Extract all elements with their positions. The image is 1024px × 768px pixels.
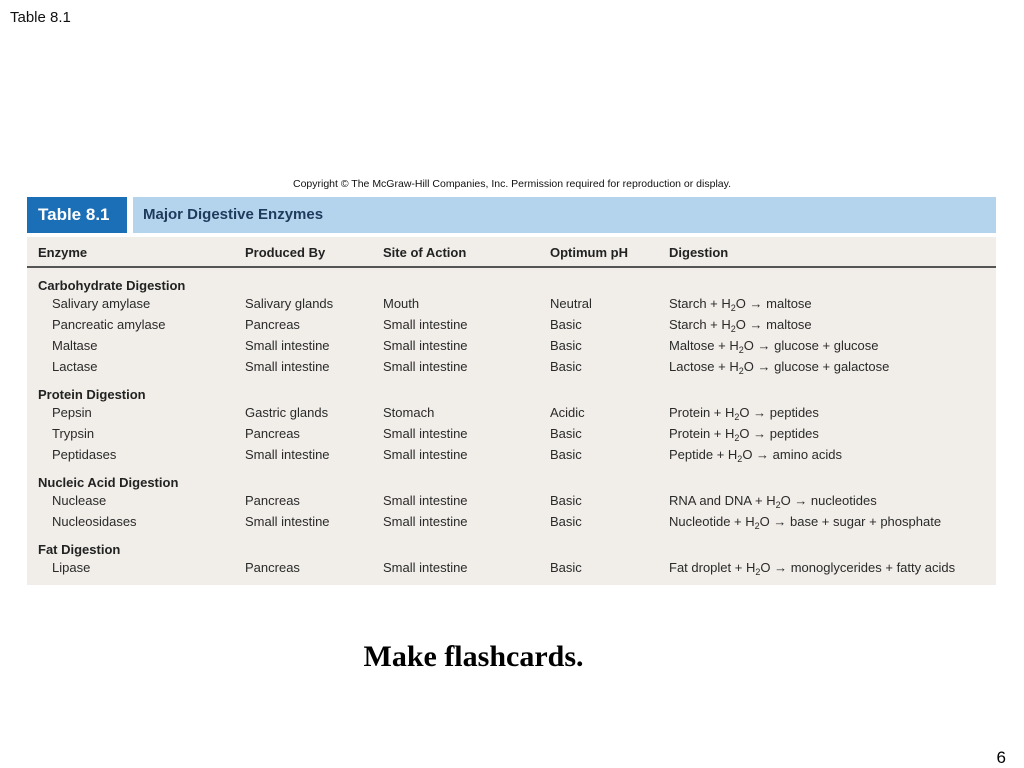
ph-cell: Basic [550,560,582,575]
produced-by-cell: Salivary glands [245,296,334,311]
digestion-products: O → monoglycerides + fatty acids [760,560,956,575]
site-cell: Small intestine [383,493,468,508]
digestion-products: O → base + sugar + phosphate [759,514,942,529]
enzyme-cell: Lipase [52,560,91,575]
digestion-reactants: RNA and DNA + H [669,493,776,508]
table-header-separator [27,233,996,237]
digestion-cell [669,425,819,442]
table-header-gap [127,197,133,233]
site-cell: Small intestine [383,359,468,374]
section-heading: Protein Digestion [38,387,146,402]
table-row [27,316,996,337]
produced-by-cell: Pancreas [245,493,300,508]
digestion-cell [669,513,941,530]
digestion-products: O → maltose [735,317,812,332]
subscript-two: 2 [738,366,744,376]
produced-by-cell: Pancreas [245,560,300,575]
digestion-reactants: Maltose + H [669,338,739,353]
produced-by-cell: Small intestine [245,359,330,374]
digestion-products: O → amino acids [742,447,843,462]
digestion-cell [669,559,955,576]
section-heading: Nucleic Acid Digestion [38,475,179,490]
enzyme-cell: Nucleosidases [52,514,137,529]
site-cell: Small intestine [383,560,468,575]
ph-cell: Basic [550,514,582,529]
ph-cell: Basic [550,317,582,332]
subscript-two: 2 [734,433,740,443]
digestion-cell [669,358,889,375]
subscript-two: 2 [730,324,736,334]
ph-cell: Basic [550,359,582,374]
digestion-reactants: Protein + H [669,405,735,420]
site-cell: Small intestine [383,426,468,441]
digestion-reactants: Starch + H [669,317,731,332]
digestion-products: O → nucleotides [780,493,877,508]
enzymes-table [27,197,996,585]
digestion-reactants: Fat droplet + H [669,560,756,575]
produced-by-cell: Small intestine [245,338,330,353]
digestion-reactants: Starch + H [669,296,731,311]
subscript-two: 2 [775,500,781,510]
digestion-products: O → maltose [735,296,812,311]
digestion-products: O → peptides [739,405,819,420]
enzyme-cell: Lactase [52,359,98,374]
ph-cell: Acidic [550,405,585,420]
section-heading: Carbohydrate Digestion [38,278,186,293]
table-row [27,404,996,425]
subscript-two: 2 [730,303,736,313]
instruction-text: Make flashcards. [363,640,584,673]
produced-by-cell: Small intestine [245,447,330,462]
table-row [27,295,996,316]
site-cell: Mouth [383,296,420,311]
digestion-cell [669,492,877,509]
produced-by-cell: Small intestine [245,514,330,529]
subscript-two: 2 [754,521,760,531]
enzyme-cell: Pepsin [52,405,92,420]
enzyme-cell: Trypsin [52,426,95,441]
digestion-cell [669,446,842,463]
slide-label: Table 8.1 [10,9,71,26]
digestion-reactants: Protein + H [669,426,735,441]
column-header-digestion: Digestion [669,245,729,260]
site-cell: Small intestine [383,447,468,462]
digestion-cell [669,295,812,312]
table-row [27,358,996,379]
subscript-two: 2 [738,345,744,355]
digestion-products: O → glucose + galactose [743,359,890,374]
digestion-cell [669,337,879,354]
enzyme-cell: Pancreatic amylase [52,317,166,332]
site-cell: Small intestine [383,338,468,353]
digestion-products: O → peptides [739,426,819,441]
table-row [27,513,996,534]
column-header-site: Site of Action [383,245,467,260]
enzyme-cell: Salivary amylase [52,296,151,311]
site-cell: Small intestine [383,317,468,332]
enzyme-cell: Nuclease [52,493,107,508]
table-row [27,559,996,580]
header-rule [27,266,996,268]
site-cell: Small intestine [383,514,468,529]
column-header-enzyme: Enzyme [38,245,88,260]
ph-cell: Basic [550,493,582,508]
enzyme-cell: Maltase [52,338,98,353]
copyright-notice: Copyright © The McGraw-Hill Companies, Inc. Permission required for reproduction or display. [292,178,732,190]
column-header-produced-by: Produced By [245,245,326,260]
ph-cell: Basic [550,447,582,462]
ph-cell: Neutral [550,296,592,311]
produced-by-cell: Pancreas [245,317,300,332]
table-row [27,337,996,358]
enzyme-cell: Peptidases [52,447,117,462]
page-number: 6 [996,748,1006,767]
digestion-reactants: Peptide + H [669,447,738,462]
ph-cell: Basic [550,426,582,441]
produced-by-cell: Gastric glands [245,405,329,420]
digestion-reactants: Lactose + H [669,359,739,374]
digestion-cell [669,316,812,333]
table-title: Major Digestive Enzymes [143,206,324,223]
table-row [27,492,996,513]
subscript-two: 2 [755,567,761,577]
digestion-reactants: Nucleotide + H [669,514,755,529]
digestion-products: O → glucose + glucose [743,338,879,353]
digestion-cell [669,404,819,421]
subscript-two: 2 [734,412,740,422]
table-row [27,425,996,446]
ph-cell: Basic [550,338,582,353]
table-tag: Table 8.1 [27,197,127,233]
column-header-ph: Optimum pH [550,245,628,260]
site-cell: Stomach [383,405,435,420]
table-row [27,446,996,467]
subscript-two: 2 [737,454,743,464]
section-heading: Fat Digestion [38,542,121,557]
produced-by-cell: Pancreas [245,426,300,441]
